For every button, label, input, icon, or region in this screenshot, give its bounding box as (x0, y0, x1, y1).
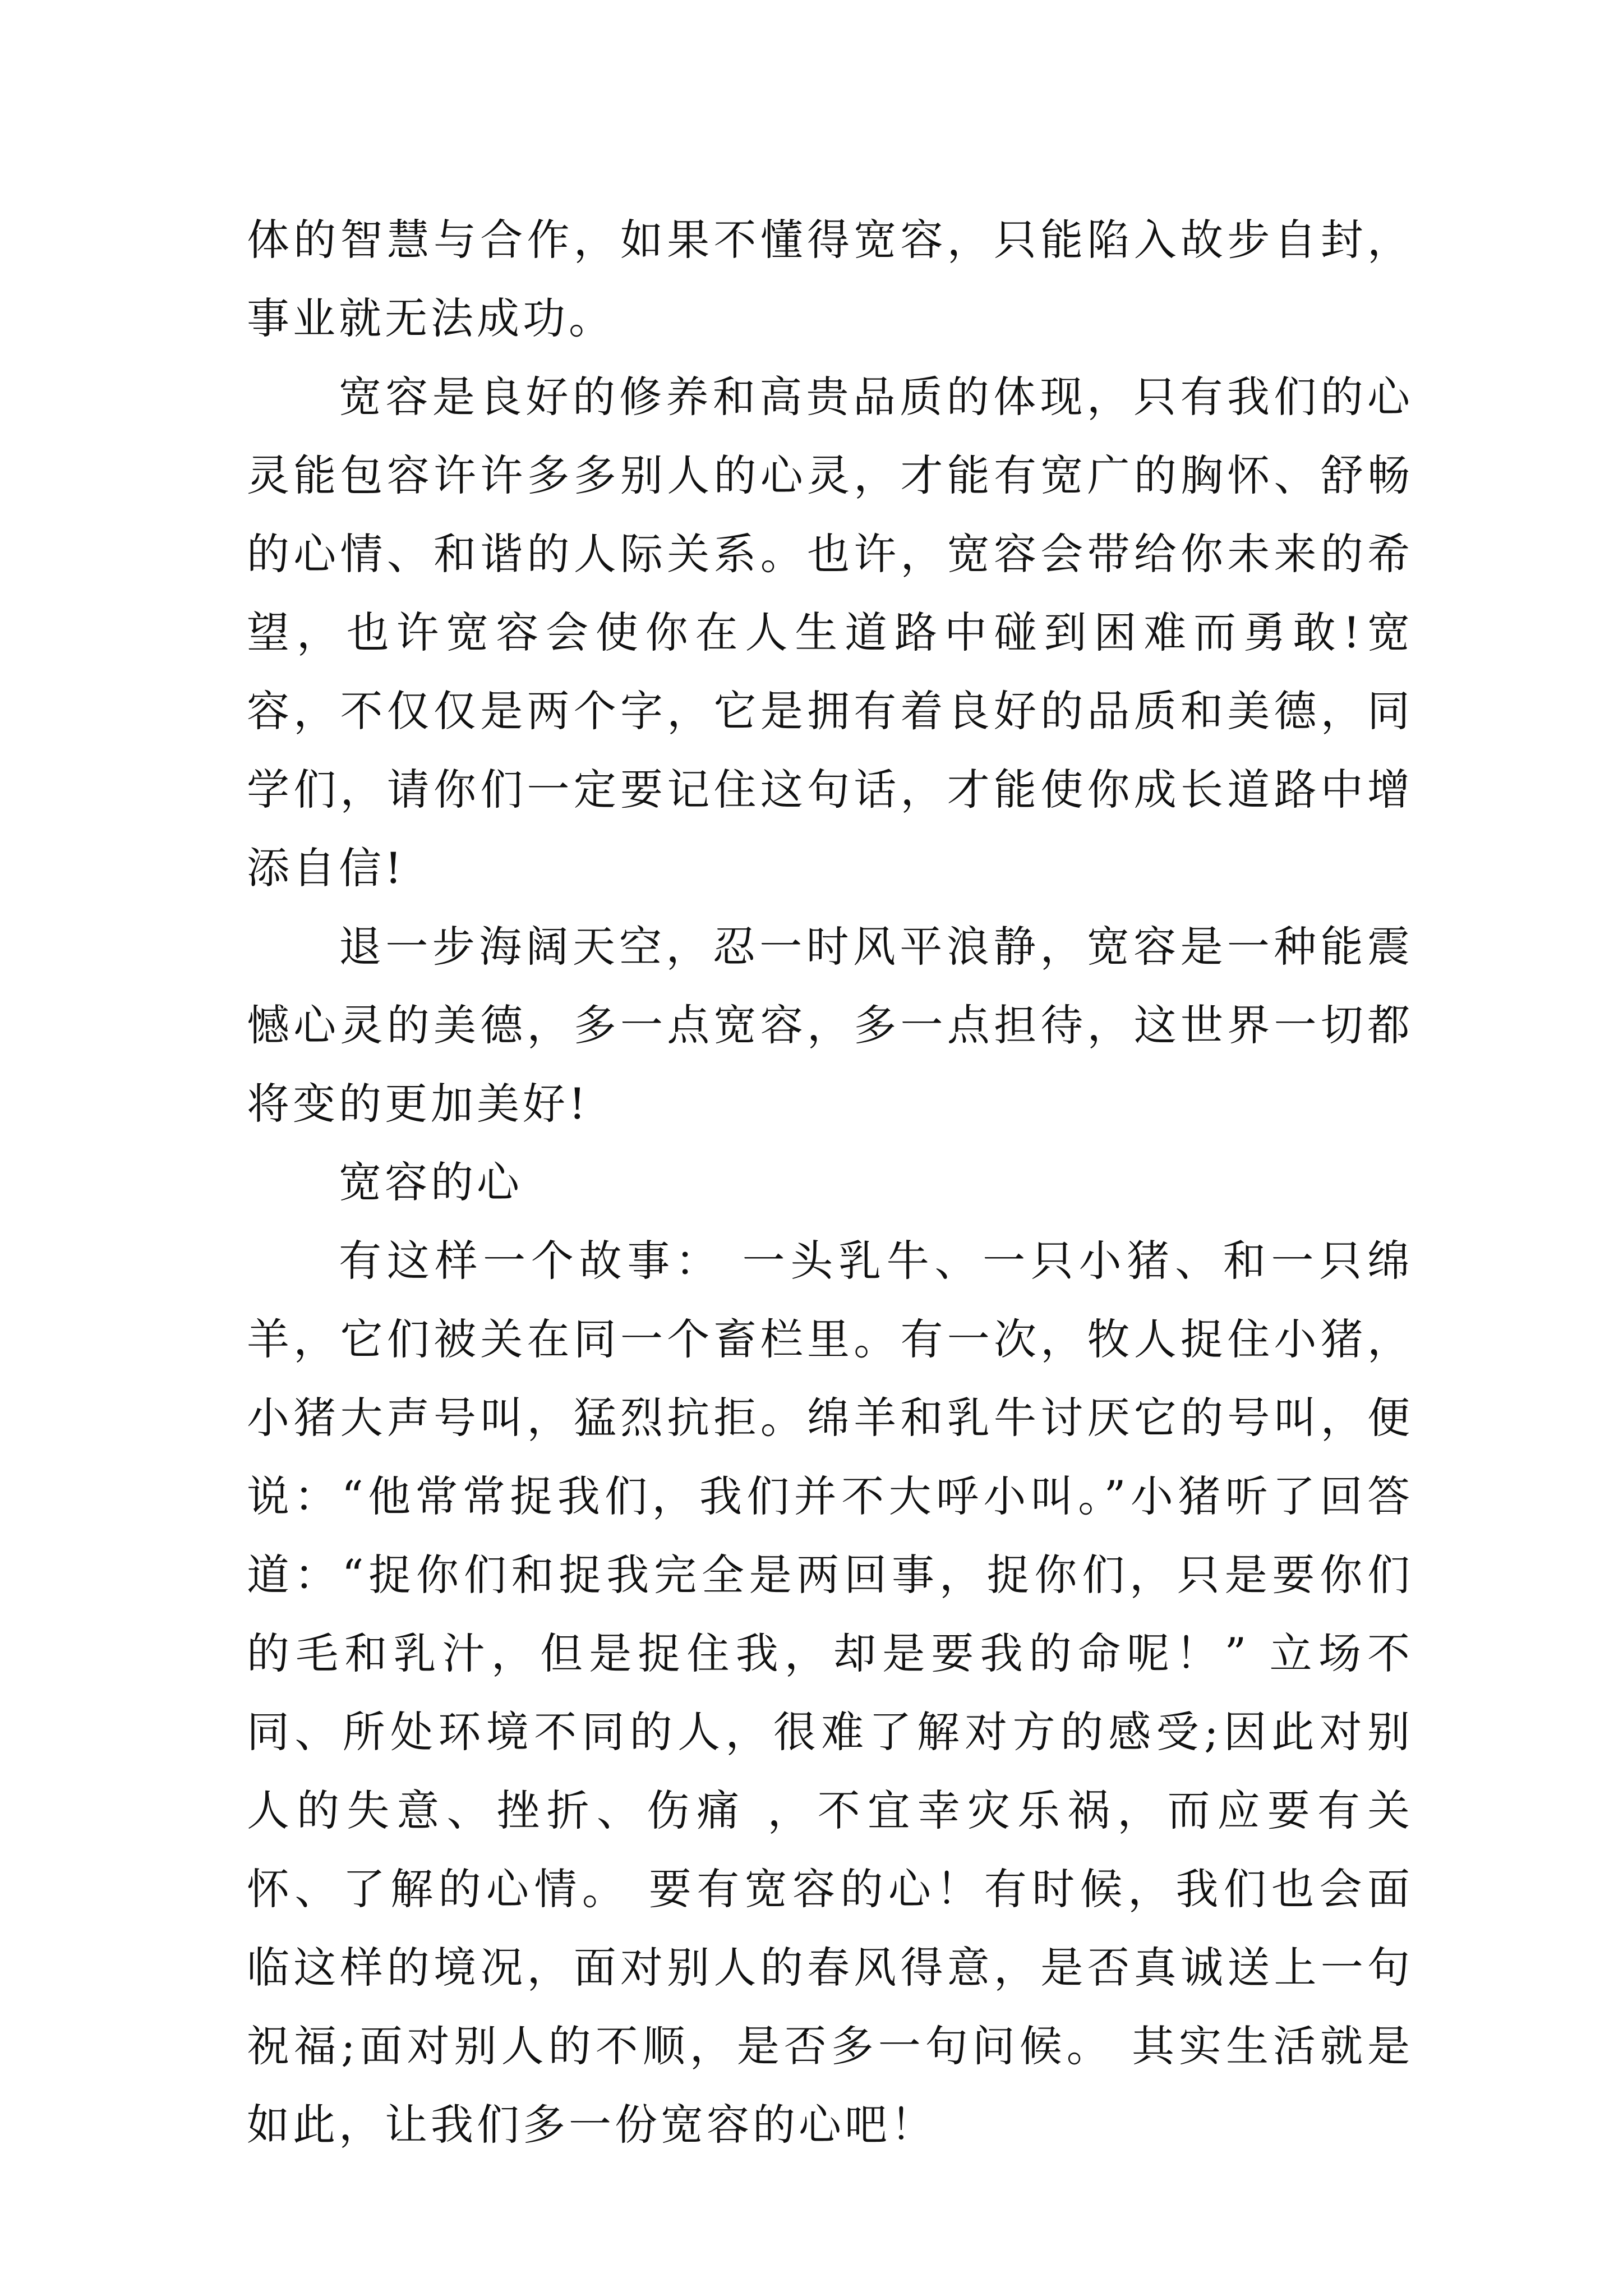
paragraph-step-back: 退一步海阔天空，忍一时风平浪静，宽容是一种能震憾心灵的美德，多一点宽容，多一点担待，这世界一切都将变的更加美好! (247, 922, 1413, 1129)
section-title: 宽容的心 (339, 1157, 523, 1207)
paragraph-continuation: 体的智慧与合作，如果不懂得宽容，只能陷入故步自封，事业就无法成功。 (247, 215, 1413, 343)
document-body (247, 201, 1413, 2164)
paragraph-story: 有这样一个故事： 一头乳牛、一只小猪、和一只绵羊，它们被关在同一个畜栏里。有一次，牧人捉住小猪，小猪大声号叫，猛烈抗拒。绵羊和乳牛讨厌它的号叫，便说：“他常常捉我们，我们并不大呼小叫。”小猪听了回答道：“捉你们和捉我完全是两回事，捉你们，只是要你们的毛和乳汁，但是捉住我，却是要我的命呢！” 立场不同、所处环境不同的人，很难了解对方的感受;因此对别人的失意、挫折、伤痛 ，不宜幸灾乐祸，而应要有关怀、了解的心情。 要有宽容的心！有时候，我们也会面临这样的境况，面对别人的春风得意，是否真诚送上一句祝福;面对别人的不顺，是否多一句问候。 其实生活就是如此，让我们多一份宽容的心吧！ (247, 1236, 1413, 2150)
paragraph-tolerance-virtue: 宽容是良好的修养和高贵品质的体现，只有我们的心灵能包容许许多多别人的心灵，才能有宽广的胸怀、舒畅的心情、和谐的人际关系。也许，宽容会带给你未来的希望，也许宽容会使你在人生道路中碰到困难而勇敢!宽容，不仅仅是两个字，它是拥有着良好的品质和美德，同学们，请你们一定要记住这句话，才能使你成长道路中增添自信! (247, 372, 1413, 893)
